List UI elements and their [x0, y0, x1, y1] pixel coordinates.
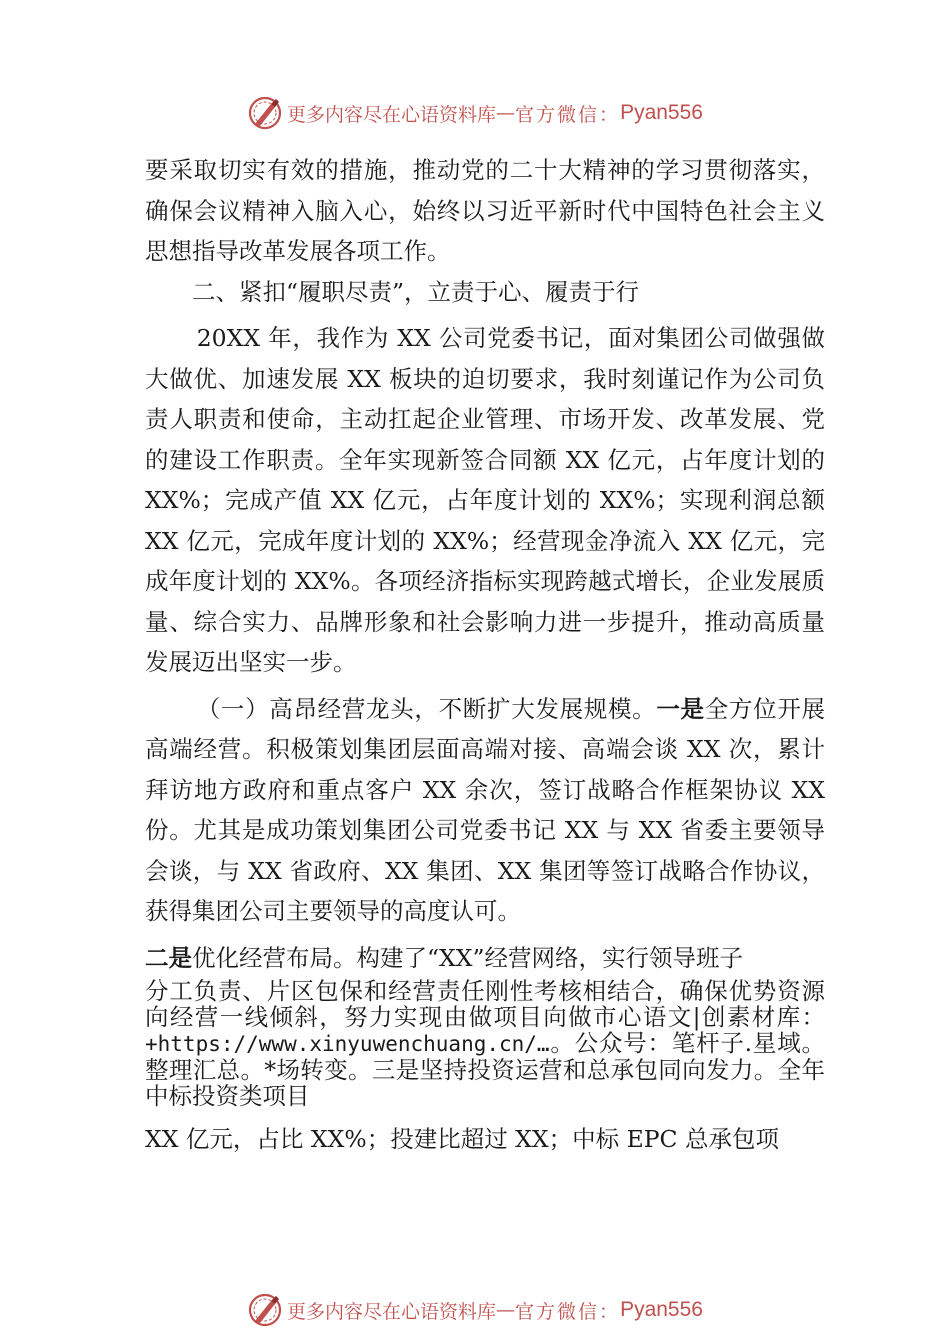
section-heading-2: 二、紧扣“履职尽责”，立责于心、履责于行 — [192, 277, 640, 306]
paragraph-3-rest: 全方位开展高端经营。积极策划集团层面高端对接、高端会谈 XX 次，累计拜访地方政府和重点客户 XX 余次，签订战略合作框架协议 XX 份。尤其是成功策划集团公司党委书记 XX 与 XX 省委主要领导会谈，与 XX 省政府、XX 集团、XX 集团等签订战略合作协议，获得集团公司主要领导的高度认可。 — [145, 694, 826, 925]
footer-watermark-banner — [0, 1290, 950, 1330]
pen-nib-circle-icon — [247, 1292, 283, 1328]
pen-nib-circle-icon — [247, 95, 283, 131]
source-url: +https://www.xinyuwenchuang.cn/… — [145, 1032, 550, 1056]
paragraph-3-bold: 一是 — [656, 694, 705, 723]
brand-text: 更多内容尽在心语资料库 — [287, 103, 497, 126]
paragraph-4-text: 优化经营布局。构建了“XX”经营网络，实行领导班子 — [192, 943, 743, 972]
paragraph-4-tight-b: 。公众号：笔杆子.星域。整理汇总。*场转变。三是坚持投资运营和总承包同向发力。全年中标投资类项目 — [145, 1029, 825, 1110]
paragraph-4-line-1 — [145, 938, 825, 979]
brand-text: 更多内容尽在心语资料库 — [287, 1300, 497, 1323]
banner-separator: — — [496, 102, 516, 124]
banner-separator: — — [496, 1299, 516, 1321]
paragraph-1: 要采取切实有效的措施，推动党的二十大精神的学习贯彻落实，确保会议精神入脑入心，始终以习近平新时代中国特色社会主义思想指导改革发展各项工作。 — [145, 156, 825, 265]
wechat-label: 官方微信： — [515, 103, 621, 126]
document-body — [145, 150, 825, 1160]
paragraph-3 — [145, 689, 825, 932]
paragraph-5: XX 亿元，占比 XX%；投建比超过 XX；中标 EPC 总承包项 — [145, 1125, 780, 1153]
wechat-id: Pyan556 — [620, 1298, 703, 1321]
paragraph-4-tight-a: 分工负责、片区包保和经营责任刚性考核相结合，确保优势资源向经营一线倾斜，努力实现由做项目向做市心语文|创素材库： — [145, 977, 825, 1031]
paragraph-4-tight — [145, 978, 825, 1109]
paragraph-2: 20XX 年，我作为 XX 公司党委书记，面对集团公司做强做大做优、加速发展 XX 板块的迫切要求，我时刻谨记作为公司负责人职责和使命，主动扛起企业管理、市场开发、改革发展、党的建设工作职责。全年实现新签合同额 XX 亿元，占年度计划的 XX%；完成产值 XX 亿元，占年度计划的 XX%；实现利润总额 XX 亿元，完成年度计划的 XX%；经营现金净流入 XX 亿元，完成年度计划的 XX%。各项经济指标实现跨越式增长，企业发展质量、综合实力、品牌形象和社会影响力进一步提升，推动高质量发展迈出坚实一步。 — [145, 324, 825, 676]
paragraph-3-lead: （一）高昂经营龙头，不断扩大发展规模。 — [196, 694, 657, 723]
wechat-id: Pyan556 — [620, 101, 703, 124]
header-watermark-banner — [0, 93, 950, 133]
wechat-label: 官方微信： — [515, 1300, 621, 1323]
paragraph-4-bold: 二是 — [145, 943, 192, 972]
